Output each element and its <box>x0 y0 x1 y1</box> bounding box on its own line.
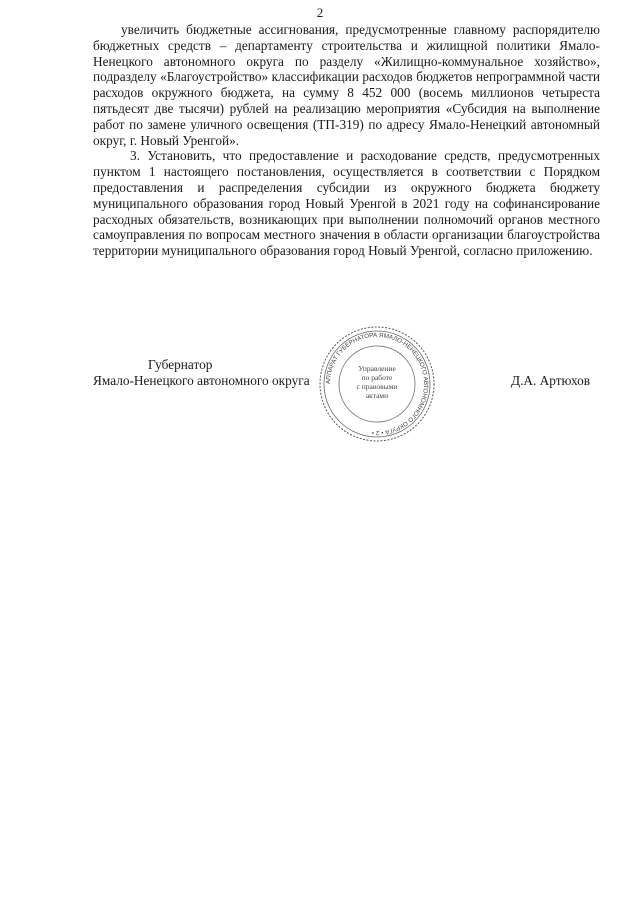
signatory-region: Ямало-Ненецкого автономного округа <box>93 373 310 388</box>
stamp-line-3: с правовыми <box>356 382 398 391</box>
paragraph-amount: увеличить бюджетные ассигнования, предусмотренные главному распорядителю бюджетных средств – департаменту строительства и жилищной политики Ямало-Ненецкого автономного округа по разделу «Жилищно-коммунальное хозяйство», подразделу «Благоустройство» классификации расходов бюджетов непрограммной части расходов окружного бюджета, на сумму 8 452 000 (восемь миллионов четыреста пятьдесят две тысячи) рублей на реализацию мероприятия «Субсидия на выполнение работ по замене уличного освещения (ТП-319) по адресу Ямало-Ненецкий автономный округ, г. Новый Уренгой». <box>93 22 600 148</box>
signatory-title <box>93 357 333 389</box>
signatory-position: Губернатор <box>148 357 213 372</box>
stamp-line-4: актами <box>365 391 389 400</box>
official-stamp <box>317 324 437 444</box>
stamp-line-1: Управление <box>358 364 396 373</box>
page-number: 2 <box>316 5 324 20</box>
body-text <box>93 22 600 259</box>
paragraph-3: 3. Установить, что предоставление и расходование средств, предусмотренных пунктом 1 настоящего постановления, осуществляется в соответствии с Порядком предоставления и распределения субсидии из окружного бюджета бюджету муниципального образования город Новый Уренгой в 2021 году на софинансирование расходных обязательств, возникающих при выполнении полномочий органов местного самоуправления по вопросам местного значения в области организации благоустройства территории муниципального образования город Новый Уренгой, согласно приложению. <box>93 148 600 259</box>
stamp-line-2: по работе <box>361 373 393 382</box>
signatory-name: Д.А. Артюхов <box>511 373 591 388</box>
stamp-ring-text: АППАРАТ ГУБЕРНАТОРА ЯМАЛО-НЕНЕЦКОГО АВТОНОМНОГО ОКРУГА • 2 • <box>324 331 430 437</box>
